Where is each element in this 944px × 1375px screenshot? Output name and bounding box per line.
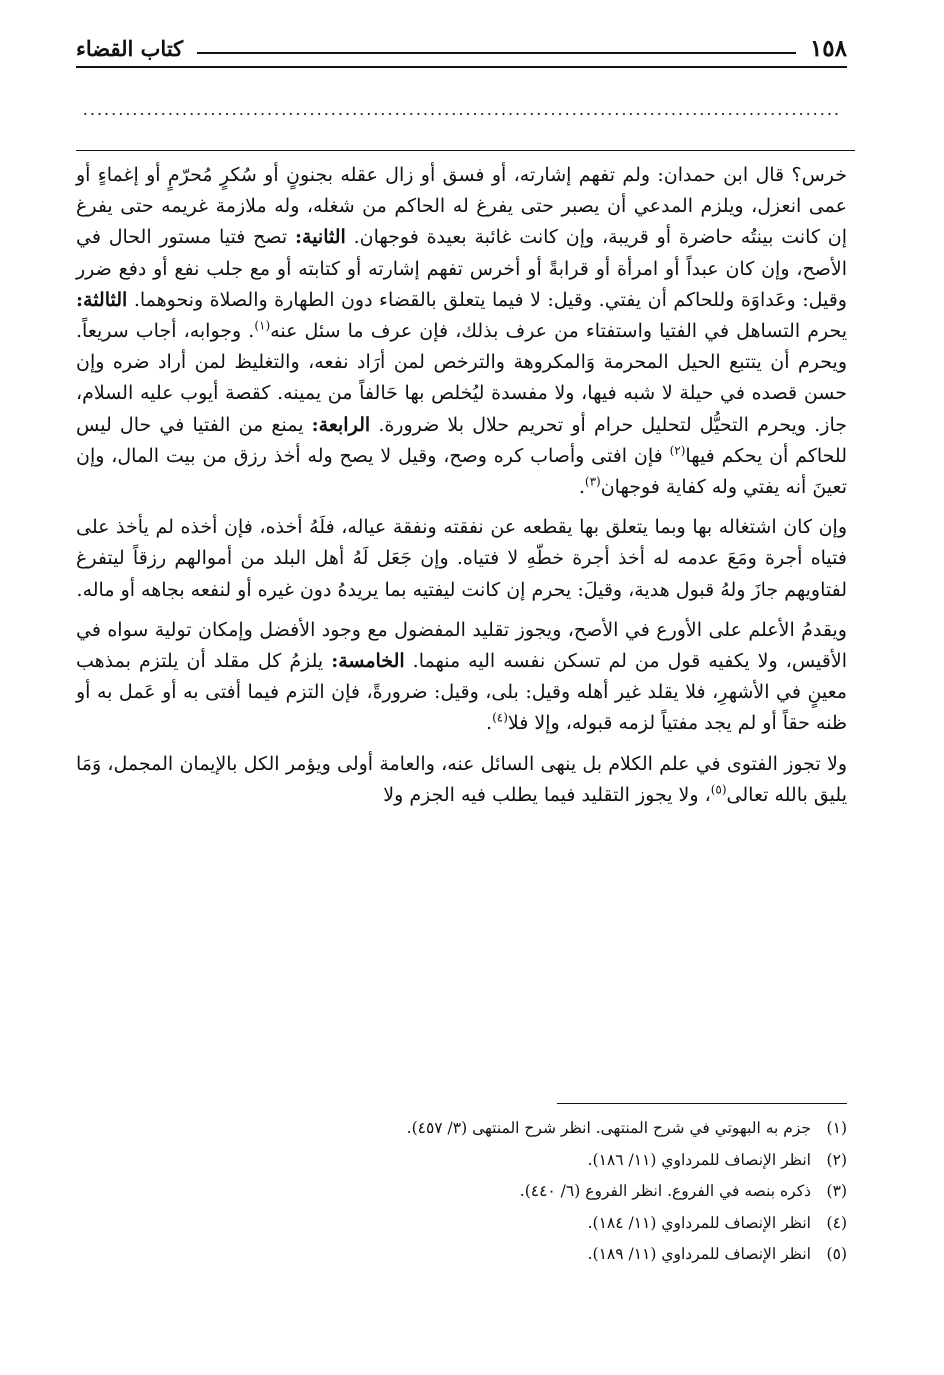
footnote-number: (٢)	[826, 1150, 847, 1169]
footnote-ref[interactable]: (٣)	[584, 474, 601, 489]
footnote-item	[76, 1113, 847, 1145]
text-run: يمنع من الفتيا في حال ليس للحاكم أن يحكم فيها	[76, 413, 847, 467]
main-text	[76, 160, 847, 820]
footnote-ref[interactable]: (١)	[254, 318, 271, 333]
running-header	[76, 28, 847, 64]
footnotes	[76, 1113, 847, 1271]
book-page	[76, 0, 847, 1375]
text-run: ولا تجوز الفتوى في علم الكلام بل ينهى السائل عنه، والعامة أولى ويؤمر الكل بالإيمان المجمل، وَمَا يليق بالله تعالى	[76, 752, 847, 806]
paragraph	[76, 615, 847, 740]
text-run: ويقدمُ الأعلم على الأورع في الأصح، ويجوز تقليد المفضول مع وجود الأفضل وإمكان تولية سواه في الأقيس، ولا يكفيه قول من لم تسكن نفسه اليه منهما.	[76, 618, 847, 673]
footnote-text: جزم به البهوتي في شرح المنتهى. انظر شرح المنتهى (٣/ ٤٥٧).	[406, 1119, 811, 1137]
paragraph	[76, 512, 847, 606]
footnote-item	[76, 1145, 847, 1177]
footnote-text: انظر الإنصاف للمرداوي (١١/ ١٨٩).	[587, 1245, 811, 1263]
page-number: ١٥٨	[809, 35, 847, 62]
section-label-second: الثانية:	[295, 226, 346, 249]
header-divider	[76, 66, 847, 68]
text-run: ، ولا يجوز التقليد فيما يطلب فيه الجزم ولا	[383, 783, 711, 806]
footnote-item	[76, 1239, 847, 1271]
footnote-text: انظر الإنصاف للمرداوي (١١/ ١٨٤).	[587, 1213, 811, 1232]
footnote-ref[interactable]: (٢)	[669, 443, 686, 458]
text-run: تصح فتيا مستور الحال في الأصح، وإن كان عبداً أو امرأة أو قرابةً أو أخرس تفهم إشارته أو كتابته أو مع جلب نفع أو دفع ضرر وقيل: وعَداوَة وللحاكم أن يفتي. وقيل: لا فيما يتعلق بالقضاء دون الطهارة والصلاة ونحوهما.	[76, 226, 847, 311]
paragraph	[76, 749, 847, 811]
dotted-separator: ...........................................................................................................	[82, 100, 841, 119]
text-run: يحرم التساهل في الفتيا واستفتاء من عرف بذلك، فإن عرف ما سئل عنه	[270, 320, 847, 343]
header-leader-line	[197, 52, 796, 54]
text-run: وإن كان اشتغاله بها وبما يتعلق بها يقطعه عن نفقته ونفقة عياله، فلَهُ أخذه، فإن أخذه لم يأخذ على فتياه أجرة ومَعَ عدمه له أخذ أجرة خطّهِ لا فتياه. وإن جَعَل لَهُ أهل البلد من أموالهم رزقاً ليتفرغ لفتاويهم جازَ ولهُ قبول هدية، وقيلَ: يحرم إن كانت ليفتيه بما يريدهُ دون غيره أو لنفعه بجاهه أو ماله.	[76, 516, 847, 601]
text-run: خرس؟ قال ابن حمدان: ولم تفهم إشارته، أو فسق أو زال عقله بجنونٍ أو سُكرٍ مُحرّمٍ أو إغماءٍ أو عمى انعزل، ويلزم المدعي أن يصبر حتى يفرغ له الحاكم من شغله، وله ملازمة غريمه حتى يفرغ إن كانت بينتُه حاضرة أو قريبة، وإن كانت غائبة بعيدة فوجهان.	[76, 164, 848, 249]
footnote-divider	[557, 1103, 847, 1104]
footnote-ref[interactable]: (٤)	[492, 711, 508, 726]
chapter-title: كتاب القضاء	[76, 36, 184, 61]
text-run: .	[486, 712, 493, 735]
paragraph	[76, 160, 847, 503]
footnote-ref[interactable]: (٥)	[710, 782, 727, 797]
section-label-fifth: الخامسة:	[331, 650, 405, 673]
footnote-text: انظر الإنصاف للمرداوي (١١/ ١٨٦).	[587, 1150, 811, 1169]
section-label-third: الثالثة:	[76, 288, 128, 311]
footnote-text: ذكره بنصه في الفروع. انظر الفروع (٦/ ٤٤٠).	[519, 1182, 811, 1200]
text-run: يلزمُ كل مقلد أن يلتزم بمذهب معينٍ في الأشهرِ، فلا يقلد غير أهله وقيل: بلى، وقيل: ضرورةً، فإن التزم فيما أفتى به أو عَمل به أو ظنه حقاً أو لم يجد مفتياً لزمه قبوله، وإلا فلا	[76, 650, 847, 735]
footnote-item	[76, 1208, 847, 1240]
text-run: . وجوابه، أجاب سريعاً. ويحرم أن يتتبع الحيل المحرمة وَالمكروهة والترخص لمن أرَاد نفعه، والتغليظ لمن أراد ضره وإن حسن قصده في حيلة لا شبه فيها، ولا مفسدة ليُخلص بها حَالفاً من يمينه. كقصة أيوب عليه السلام، جاز. ويحرم التحيُّل لتحليل حرام أو تحريم حلال بلا ضرورة.	[76, 320, 848, 436]
footnote-number: (١)	[826, 1119, 847, 1137]
footnote-number: (٣)	[826, 1182, 847, 1200]
section-label-fourth: الرابعة:	[311, 413, 371, 436]
text-top-divider	[76, 150, 855, 151]
footnote-number: (٥)	[826, 1245, 847, 1263]
text-run: .	[578, 476, 585, 499]
footnote-item	[76, 1176, 847, 1208]
text-run: فإن افتى وأصاب كره وصح، وقيل لا يصح وله أخذ رزق من بيت المال، وإن تعينَ أنه يفتي وله كفاية فوجهان	[76, 444, 847, 499]
footnote-number: (٤)	[826, 1213, 847, 1232]
